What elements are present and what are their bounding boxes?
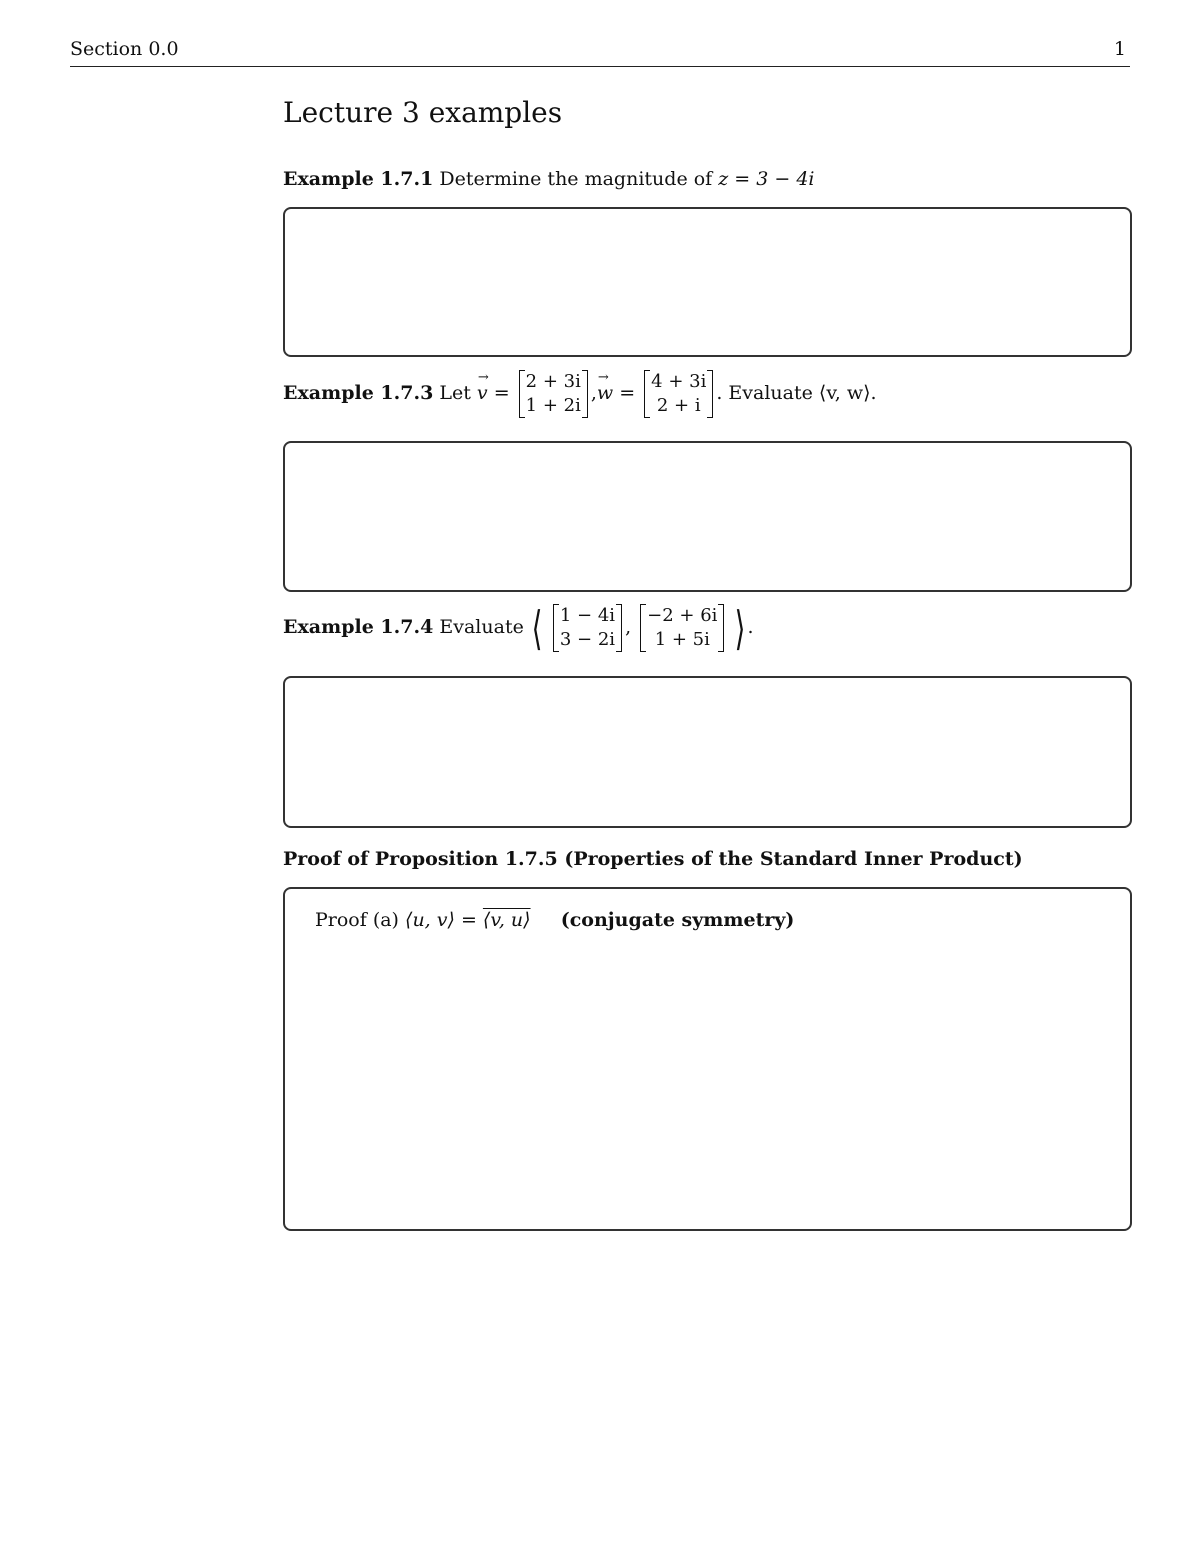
evaluate-word: Evaluate: [439, 616, 524, 638]
left-angle-bracket: ⟨: [531, 601, 543, 655]
matrix-entry: 4 + 3i: [651, 371, 707, 392]
proof-box[interactable]: [283, 887, 1132, 1231]
example-text: Determine the magnitude of: [439, 168, 713, 190]
right-angle-bracket: ⟩: [735, 601, 746, 655]
vector-a-matrix: [553, 604, 622, 652]
vector-w-matrix: [644, 370, 713, 418]
example-1-7-1: [283, 168, 815, 190]
matrix-entry: −2 + 6i: [647, 605, 718, 626]
proof-prefix: Proof (a): [315, 909, 399, 931]
matrix-entry: 2 + 3i: [525, 371, 581, 392]
vector-b-matrix: [640, 604, 724, 652]
proof-heading: [283, 848, 1023, 870]
answer-box-2[interactable]: [283, 441, 1132, 592]
example-1-7-3: Example 1.7.3 Let → v = 2 + 3i 1 + 2i ,→ w = 4 + 3i 2 + i . Evaluate ⟨v, w⟩.: [283, 370, 877, 418]
example-label: Example 1.7.4: [283, 616, 434, 638]
vector-w-symbol: → w: [597, 382, 613, 404]
proof-rhs-conjugate: ⟨v, u⟩: [482, 909, 531, 931]
section-label: Section 0.0: [70, 38, 179, 60]
page-number: 1: [1113, 38, 1126, 60]
proof-property-label: (conjugate symmetry): [560, 909, 795, 931]
answer-box-1[interactable]: [283, 207, 1132, 357]
proof-line-a: [315, 909, 794, 931]
vector-v-matrix: [519, 370, 588, 418]
evaluate-text: . Evaluate ⟨v, w⟩.: [716, 382, 877, 404]
vector-v-symbol: → v: [477, 382, 488, 404]
matrix-entry: 1 − 4i: [559, 605, 616, 626]
proof-heading-text: Proof of Proposition 1.7.5 (Properties of the Standard Inner Product): [283, 848, 1023, 870]
example-label: Example 1.7.1: [283, 168, 434, 190]
page-title: Lecture 3 examples: [283, 96, 563, 129]
answer-box-3[interactable]: [283, 676, 1132, 828]
matrix-entry: 1 + 2i: [525, 395, 581, 416]
let-word: Let: [439, 382, 471, 404]
proof-lhs: ⟨u, v⟩ =: [405, 909, 477, 931]
page-header: [70, 38, 1130, 67]
matrix-entry: 2 + i: [656, 395, 701, 416]
matrix-entry: 3 − 2i: [559, 629, 616, 650]
example-expression: z = 3 − 4i: [718, 168, 815, 190]
example-1-7-4: Example 1.7.4 Evaluate ⟨ 1 − 4i 3 − 2i , −2 + 6i 1 + 5i ⟩.: [283, 601, 754, 655]
matrix-entry: 1 + 5i: [654, 629, 710, 650]
example-label: Example 1.7.3: [283, 382, 434, 404]
